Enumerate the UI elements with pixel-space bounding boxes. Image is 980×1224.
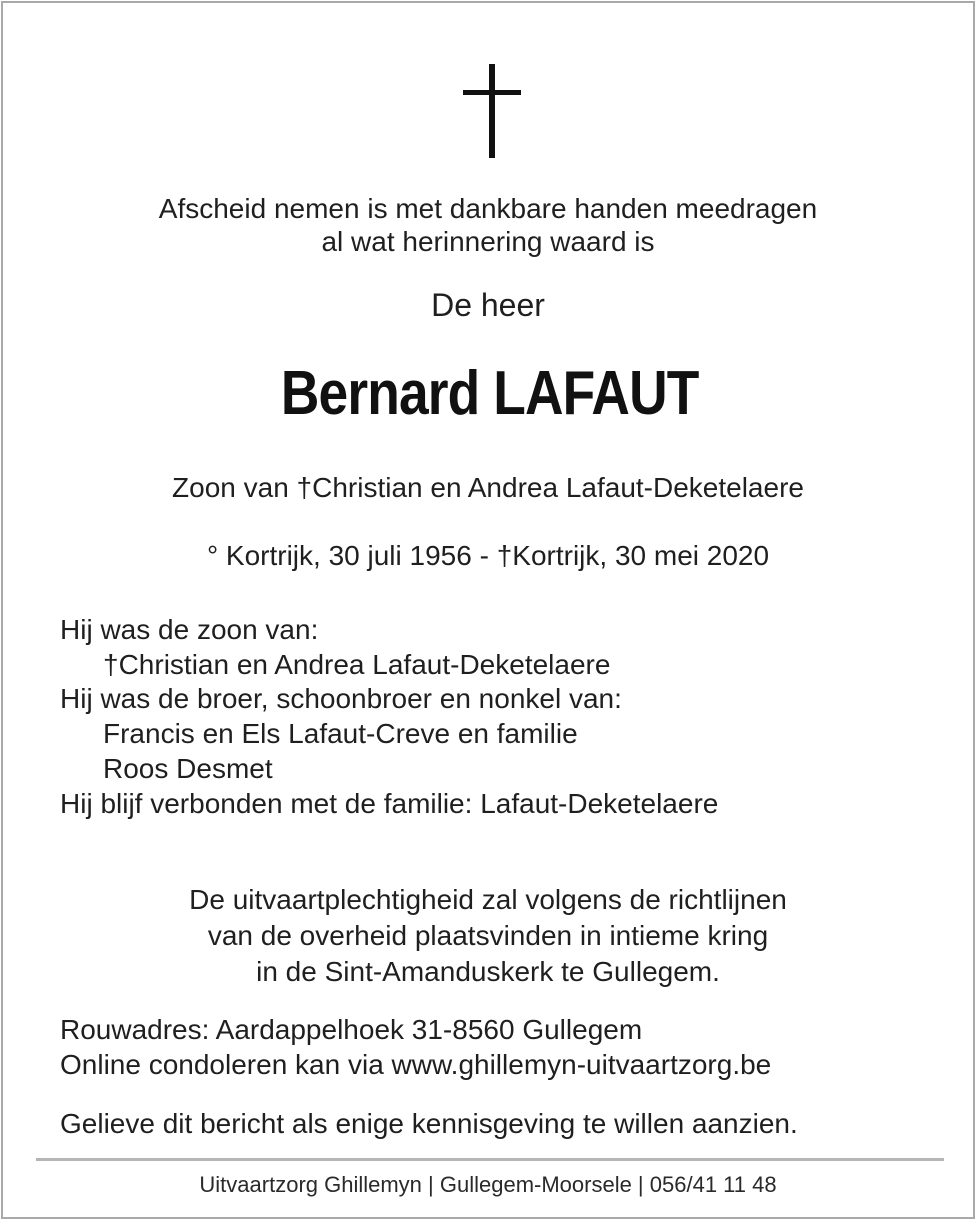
footer-divider <box>36 1158 944 1161</box>
motto-line-2: al wat herinnering waard is <box>321 226 655 257</box>
cross-icon <box>463 64 521 158</box>
connected-family: Hij blijf verbonden met de familie: Lafaut-Deketelaere <box>60 788 719 819</box>
funeral-line-1: De uitvaartplechtigheid zal volgens de richtlijnen <box>189 884 787 915</box>
funeral-home-footer: Uitvaartzorg Ghillemyn | Gullegem-Moorsele | 056/41 11 48 <box>199 1172 777 1197</box>
sibling-item: Francis en Els Lafaut-Creve en familie <box>103 718 578 749</box>
motto-line-1: Afscheid nemen is met dankbare handen meedragen <box>158 193 818 224</box>
parents-line: Zoon van †Christian en Andrea Lafaut-Deketelaere <box>172 472 804 503</box>
mourning-address: Rouwadres: Aardappelhoek 31-8560 Gullegem <box>60 1014 643 1045</box>
salutation: De heer <box>431 287 545 323</box>
son-of-label: Hij was de zoon van: <box>60 614 319 645</box>
sibling-item: Roos Desmet <box>103 753 273 784</box>
motto <box>0 192 976 258</box>
sibling-label: Hij was de broer, schoonbroer en nonkel van: <box>60 683 622 714</box>
funeral-info <box>0 882 976 990</box>
deceased-name: Bernard LAFAUT <box>280 359 699 428</box>
son-of-names: †Christian en Andrea Lafaut-Deketelaere <box>103 649 611 680</box>
online-condolence: Online condoleren kan via www.ghillemyn-uitvaartzorg.be <box>60 1049 772 1080</box>
birth-death-dates: ° Kortrijk, 30 juli 1956 - †Kortrijk, 30 mei 2020 <box>206 540 770 571</box>
funeral-line-2: van de overheid plaatsvinden in intieme kring <box>207 920 769 951</box>
notice: Gelieve dit bericht als enige kennisgeving te willen aanzien. <box>60 1108 798 1139</box>
funeral-line-3: in de Sint-Amanduskerk te Gullegem. <box>256 956 720 987</box>
